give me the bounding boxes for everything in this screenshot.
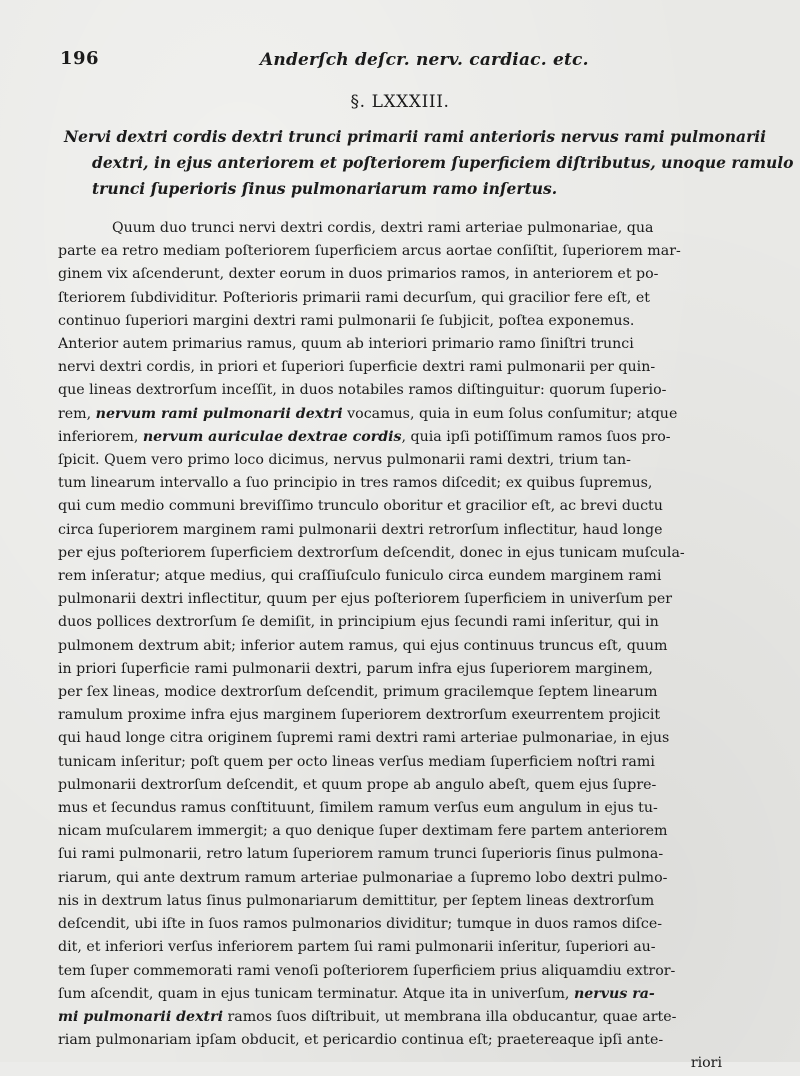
- section-title-line: trunci ſuperioris ſinus pulmonariarum ramo inſertus.: [92, 179, 558, 198]
- body-line: per ſex lineas, modice dextrorſum deſcendit, primum gracilemque ſeptem linearum: [58, 684, 658, 701]
- body-line: deſcendit, ubi iſte in ſuos ramos pulmonarios dividitur; tumque in duos ramos diſce-: [58, 916, 663, 933]
- body-line: qui haud longe citra originem ſupremi rami dextri rami arteriae pulmonariae, in ejus: [58, 730, 670, 747]
- body-line: parte ea retro mediam poſteriorem ſuperficiem arcus aortae conſiſtit, ſuperiorem mar-: [58, 243, 681, 260]
- body-line: ramulum proxime infra ejus marginem ſuperiorem dextrorſum exeurrentem projicit: [58, 707, 661, 724]
- body-line: nicam muſcularem immergit; a quo denique ſuper dextimam fere partem anteriorem: [58, 823, 668, 840]
- page-header: [60, 48, 740, 76]
- body-line: mi pulmonarii dextri ramos ſuos diſtribuit, ut membrana illa obducantur, quae arte-: [58, 1008, 677, 1025]
- section-title: [64, 124, 794, 202]
- section-title-line: Nervi dextri cordis dextri trunci primarii rami anterioris nervus rami pulmonarii: [64, 127, 767, 146]
- body-line: rem, nervum rami pulmonarii dextri vocamus, quia in eum ſolus conſumitur; atque: [58, 405, 678, 422]
- emphasized-term: nervum auriculae dextrae cordis: [142, 428, 402, 445]
- body-line: Anterior autem primarius ramus, quum ab interiori primario ramo ſiniſtri trunci: [58, 336, 634, 353]
- body-line: mus et ſecundus ramus conſtituunt, ſimilem ramum verſus eum angulum in ejus tu-: [58, 800, 658, 817]
- body-line: tem ſuper commemorati rami venoſi poſteriorem ſuperficiem prius aliquamdiu extror-: [58, 962, 676, 979]
- emphasized-term: mi pulmonarii dextri: [58, 1008, 223, 1025]
- body-line: riarum, qui ante dextrum ramum arteriae pulmonariae a ſupremo lobo dextri pulmo-: [58, 869, 668, 886]
- body-line: que lineas dextrorſum inceſſit, in duos notabiles ramos diſtinguitur: quorum ſuperio-: [58, 382, 667, 399]
- body-line: inferiorem, nervum auriculae dextrae cordis, quia ipſi potiſſimum ramos ſuos pro-: [58, 428, 671, 445]
- body-line: duos pollices dextrorſum ſe demiſit, in principium ejus ſecundi rami inſeritur, qui in: [58, 614, 659, 631]
- body-line: riori: [690, 1055, 722, 1072]
- body-line: circa ſuperiorem marginem rami pulmonarii dextri retrorſum inflectitur, haud longe: [58, 521, 663, 538]
- body-line: ſui rami pulmonarii, retro latum ſuperiorem ramum trunci ſuperioris ſinus pulmona-: [58, 846, 664, 863]
- body-line: continuo ſuperiori margini dextri rami pulmonarii ſe ſubjicit, poſtea exponemus.: [58, 312, 635, 329]
- body-line: tunicam inſeritur; poſt quem per octo lineas verſus mediam ſuperficiem noſtri rami: [58, 753, 655, 770]
- body-text: [58, 217, 722, 1076]
- body-line: per ejus poſteriorem ſuperficiem dextrorſum deſcendit, donec in ejus tunicam muſcula-: [58, 544, 685, 561]
- body-line: pulmonem dextrum abit; inferior autem ramus, qui ejus continuus truncus eſt, quum: [58, 637, 668, 654]
- body-line: riam pulmonariam ipſam obducit, et pericardio continua eſt; praetereaque ipſi ante-: [58, 1032, 664, 1049]
- body-line: in priori ſuperficie rami pulmonarii dextri, parum infra ejus ſuperiorem marginem,: [58, 660, 653, 677]
- body-line: tum linearum intervallo a ſuo principio in tres ramos diſcedit; ex quibus ſupremus,: [58, 475, 653, 492]
- body-line: ſpicit. Quem vero primo loco dicimus, nervus pulmonarii rami dextri, trium tan-: [58, 452, 631, 469]
- body-line: ſteriorem ſubdividitur. Poſterioris primarii rami decurſum, qui gracilior fere eſt, et: [58, 289, 650, 306]
- body-line: Quum duo trunci nervi dextri cordis, dextri rami arteriae pulmonariae, qua: [112, 220, 654, 236]
- body-line: nis in dextrum latus ſinus pulmonariarum demittitur, per ſeptem lineas dextrorſum: [58, 892, 655, 909]
- body-line: pulmonarii dextri inflectitur, quum per ejus poſteriorem ſuperficiem in univerſum per: [58, 591, 673, 608]
- emphasized-term: nervum rami pulmonarii dextri: [95, 405, 343, 422]
- body-line: pulmonarii dextrorſum deſcendit, et quum prope ab angulo abeſt, quem ejus ſupre-: [58, 776, 657, 793]
- running-head: Anderſch deſcr. nerv. cardiac. etc.: [260, 50, 589, 70]
- page-number: 196: [60, 48, 100, 69]
- body-line: dit, et inferiori verſus inferiorem partem ſui rami pulmonarii inſeritur, ſuperiori au-: [58, 939, 656, 956]
- body-line: nervi dextri cordis, in priori et ſuperiori ſuperficie dextri rami pulmonarii per quin-: [58, 359, 656, 376]
- body-line: rem inſeratur; atque medius, qui craſſiuſculo funiculo circa eundem marginem rami: [58, 568, 662, 585]
- body-line: ſum aſcendit, quam in ejus tunicam terminatur. Atque ita in univerſum, nervus ra-: [58, 985, 655, 1002]
- section-number: §. LXXXIII.: [350, 92, 450, 112]
- emphasized-term: nervus ra-: [573, 985, 655, 1002]
- body-line: qui cum medio communi breviſſimo trunculo oboritur et gracilior eſt, ac brevi ductu: [58, 498, 663, 515]
- section-title-line: dextri, in ejus anteriorem et poſteriorem ſuperficiem diſtributus, unoque ramulo: [92, 153, 794, 172]
- body-line: ginem vix aſcenderunt, dexter eorum in duos primarios ramos, in anteriorem et po-: [58, 266, 659, 283]
